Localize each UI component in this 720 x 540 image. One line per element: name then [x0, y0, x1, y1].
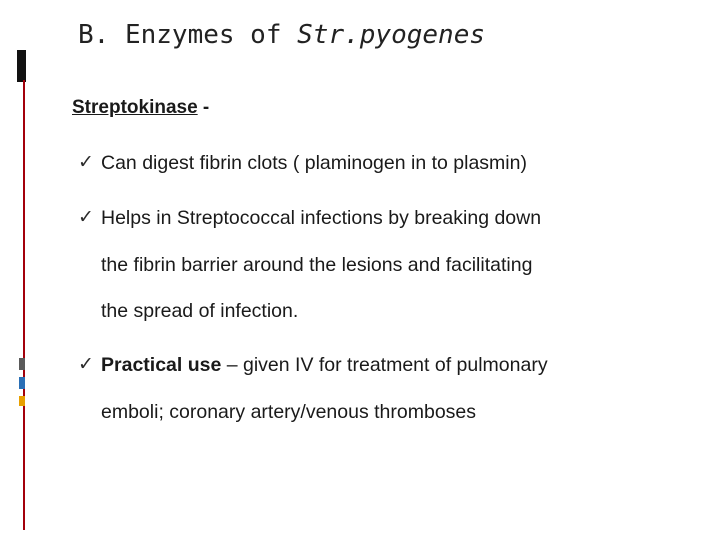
- check-icon: ✓: [78, 207, 94, 228]
- bullet-3-lead-rest: – given IV for treatment of pulmonary: [221, 354, 548, 376]
- slide-title-italic: Str.pyogenes: [297, 20, 485, 50]
- check-icon: ✓: [78, 354, 94, 375]
- bullet-2-line-2: the fibrin barrier around the lesions and facilitating: [101, 254, 533, 276]
- section-heading-suffix: -: [197, 97, 210, 118]
- check-icon: ✓: [78, 152, 94, 173]
- section-heading: [72, 97, 209, 119]
- left-accent-block: [17, 50, 26, 82]
- decor-square-gray: [19, 358, 25, 370]
- bullet-2-line-1: Helps in Streptococcal infections by breaking down: [101, 207, 542, 229]
- slide-title: [78, 20, 485, 50]
- decor-square-blue: [19, 377, 25, 389]
- bullet-2-line-3: the spread of infection.: [101, 300, 299, 322]
- slide-title-prefix: B. Enzymes of: [78, 20, 298, 50]
- bullet-3-line-2: emboli; coronary artery/venous thromboses: [101, 401, 477, 423]
- bullet-3-line-1: [101, 354, 548, 377]
- bullet-3-bold-lead: Practical use: [101, 354, 222, 376]
- left-accent-rule: [23, 80, 25, 530]
- decor-square-orange: [19, 396, 25, 406]
- bullet-1-line-1: Can digest fibrin clots ( plaminogen in to plasmin): [101, 152, 527, 174]
- section-heading-label: Streptokinase: [72, 97, 198, 118]
